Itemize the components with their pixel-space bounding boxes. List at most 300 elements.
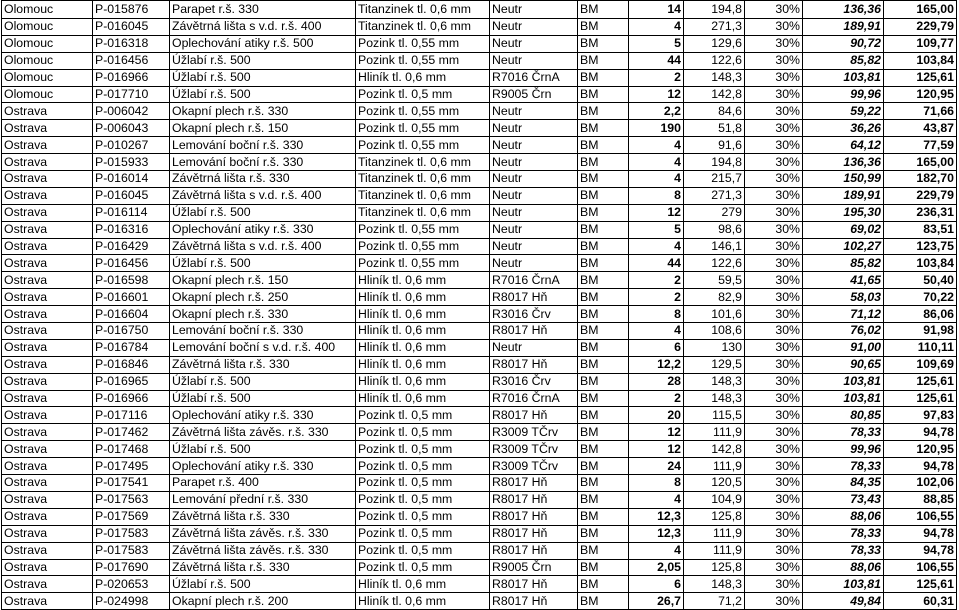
discount-cell: 30% [745,289,803,306]
table-row [2,137,957,154]
net-price-cell: 102,27 [803,238,884,255]
vat-price-cell: 86,06 [884,306,957,323]
branch-cell: Olomouc [2,52,93,69]
vat-price-cell: 106,55 [884,559,957,576]
net-price-cell: 71,12 [803,306,884,323]
vat-price-cell: 165,00 [884,1,957,19]
color-cell: R8017 Hň [490,542,578,559]
net-price-cell: 59,22 [803,103,884,120]
vat-price-cell: 77,59 [884,137,957,154]
description-cell: Úžlabí r.š. 500 [170,390,356,407]
net-price-cell: 78,33 [803,525,884,542]
description-cell: Úžlabí r.š. 500 [170,576,356,593]
unit-cell: BM [578,103,629,120]
material-cell: Pozink tl. 0,55 mm [356,238,490,255]
discount-cell: 30% [745,593,803,610]
color-cell: R8017 Hň [490,491,578,508]
unit-cell: BM [578,441,629,458]
description-cell: Úžlabí r.š. 500 [170,441,356,458]
discount-cell: 30% [745,559,803,576]
color-cell: R3016 Črv [490,306,578,323]
description-cell: Okapní plech r.š. 330 [170,103,356,120]
table-row [2,52,957,69]
description-cell: Úžlabí r.š. 500 [170,86,356,103]
material-cell: Pozink tl. 0,5 mm [356,475,490,492]
discount-cell: 30% [745,272,803,289]
vat-price-cell: 106,55 [884,508,957,525]
unit-cell: BM [578,221,629,238]
quantity-cell: 12,2 [629,356,684,373]
material-cell: Titanzinek tl. 0,6 mm [356,19,490,36]
base-price-cell: 59,5 [684,272,745,289]
discount-cell: 30% [745,373,803,390]
material-cell: Pozink tl. 0,5 mm [356,407,490,424]
net-price-cell: 76,02 [803,323,884,340]
vat-price-cell: 236,31 [884,204,957,221]
net-price-cell: 84,35 [803,475,884,492]
code-cell: P-016846 [93,356,170,373]
base-price-cell: 146,1 [684,238,745,255]
material-cell: Pozink tl. 0,5 mm [356,508,490,525]
code-cell: P-010267 [93,137,170,154]
table-row [2,272,957,289]
color-cell: R7016 ČrnA [490,390,578,407]
color-cell: R8017 Hň [490,289,578,306]
description-cell: Úžlabí r.š. 500 [170,52,356,69]
branch-cell: Ostrava [2,491,93,508]
quantity-cell: 14 [629,1,684,19]
table-row [2,255,957,272]
base-price-cell: 120,5 [684,475,745,492]
vat-price-cell: 125,61 [884,576,957,593]
description-cell: Parapet r.š. 330 [170,1,356,19]
color-cell: Neutr [490,204,578,221]
unit-cell: BM [578,306,629,323]
table-row [2,187,957,204]
code-cell: P-016429 [93,238,170,255]
base-price-cell: 84,6 [684,103,745,120]
net-price-cell: 103,81 [803,69,884,86]
code-cell: P-017541 [93,475,170,492]
quantity-cell: 6 [629,339,684,356]
code-cell: P-016045 [93,19,170,36]
description-cell: Okapní plech r.š. 150 [170,120,356,137]
unit-cell: BM [578,458,629,475]
material-cell: Hliník tl. 0,6 mm [356,373,490,390]
quantity-cell: 5 [629,221,684,238]
code-cell: P-016750 [93,323,170,340]
color-cell: R9005 Črn [490,86,578,103]
vat-price-cell: 120,95 [884,441,957,458]
description-cell: Závětrná lišta r.š. 330 [170,559,356,576]
description-cell: Parapet r.š. 400 [170,475,356,492]
unit-cell: BM [578,323,629,340]
color-cell: R3009 TČrv [490,458,578,475]
net-price-cell: 49,84 [803,593,884,610]
base-price-cell: 148,3 [684,576,745,593]
quantity-cell: 4 [629,491,684,508]
base-price-cell: 111,9 [684,458,745,475]
branch-cell: Ostrava [2,154,93,171]
vat-price-cell: 229,79 [884,187,957,204]
code-cell: P-016784 [93,339,170,356]
description-cell: Lemování boční r.š. 330 [170,323,356,340]
quantity-cell: 12 [629,441,684,458]
unit-cell: BM [578,35,629,52]
discount-cell: 30% [745,35,803,52]
branch-cell: Ostrava [2,306,93,323]
unit-cell: BM [578,187,629,204]
description-cell: Lemování boční s v.d. r.š. 400 [170,339,356,356]
unit-cell: BM [578,508,629,525]
description-cell: Závětrná lišta s v.d. r.š. 400 [170,238,356,255]
discount-cell: 30% [745,306,803,323]
table-row [2,542,957,559]
net-price-cell: 69,02 [803,221,884,238]
vat-price-cell: 88,85 [884,491,957,508]
color-cell: R9005 Črn [490,559,578,576]
code-cell: P-017495 [93,458,170,475]
material-cell: Hliník tl. 0,6 mm [356,289,490,306]
color-cell: Neutr [490,171,578,188]
description-cell: Závětrná lišta závěs. r.š. 330 [170,424,356,441]
base-price-cell: 125,8 [684,508,745,525]
branch-cell: Ostrava [2,390,93,407]
net-price-cell: 78,33 [803,542,884,559]
color-cell: R8017 Hň [490,576,578,593]
table-row [2,525,957,542]
material-cell: Hliník tl. 0,6 mm [356,339,490,356]
table-row [2,154,957,171]
quantity-cell: 12,3 [629,508,684,525]
code-cell: P-015876 [93,1,170,19]
material-cell: Pozink tl. 0,55 mm [356,137,490,154]
branch-cell: Olomouc [2,1,93,19]
unit-cell: BM [578,475,629,492]
code-cell: P-016045 [93,187,170,204]
color-cell: Neutr [490,221,578,238]
discount-cell: 30% [745,356,803,373]
branch-cell: Ostrava [2,255,93,272]
quantity-cell: 4 [629,137,684,154]
vat-price-cell: 71,66 [884,103,957,120]
discount-cell: 30% [745,508,803,525]
discount-cell: 30% [745,137,803,154]
table-row [2,19,957,36]
color-cell: Neutr [490,103,578,120]
quantity-cell: 6 [629,576,684,593]
vat-price-cell: 94,78 [884,458,957,475]
table-body [2,1,957,610]
base-price-cell: 271,3 [684,187,745,204]
color-cell: Neutr [490,52,578,69]
color-cell: R8017 Hň [490,525,578,542]
code-cell: P-006043 [93,120,170,137]
code-cell: P-017690 [93,559,170,576]
table-row [2,339,957,356]
code-cell: P-017462 [93,424,170,441]
unit-cell: BM [578,390,629,407]
discount-cell: 30% [745,323,803,340]
code-cell: P-016456 [93,52,170,69]
branch-cell: Ostrava [2,221,93,238]
branch-cell: Ostrava [2,576,93,593]
table-row [2,221,957,238]
material-cell: Titanzinek tl. 0,6 mm [356,187,490,204]
discount-cell: 30% [745,204,803,221]
base-price-cell: 111,9 [684,424,745,441]
base-price-cell: 148,3 [684,373,745,390]
base-price-cell: 111,9 [684,542,745,559]
discount-cell: 30% [745,424,803,441]
color-cell: R7016 ČrnA [490,69,578,86]
table-row [2,373,957,390]
unit-cell: BM [578,339,629,356]
branch-cell: Olomouc [2,19,93,36]
color-cell: Neutr [490,238,578,255]
unit-cell: BM [578,69,629,86]
vat-price-cell: 110,11 [884,339,957,356]
quantity-cell: 26,7 [629,593,684,610]
vat-price-cell: 91,98 [884,323,957,340]
code-cell: P-017569 [93,508,170,525]
branch-cell: Ostrava [2,356,93,373]
discount-cell: 30% [745,171,803,188]
table-row [2,475,957,492]
vat-price-cell: 94,78 [884,542,957,559]
description-cell: Oplechování atiky r.š. 330 [170,407,356,424]
branch-cell: Ostrava [2,542,93,559]
net-price-cell: 41,65 [803,272,884,289]
net-price-cell: 80,85 [803,407,884,424]
color-cell: R8017 Hň [490,323,578,340]
material-cell: Hliník tl. 0,6 mm [356,576,490,593]
net-price-cell: 85,82 [803,255,884,272]
discount-cell: 30% [745,221,803,238]
unit-cell: BM [578,120,629,137]
table-row [2,69,957,86]
code-cell: P-017710 [93,86,170,103]
description-cell: Oplechování atiky r.š. 330 [170,458,356,475]
color-cell: Neutr [490,339,578,356]
material-cell: Titanzinek tl. 0,6 mm [356,171,490,188]
discount-cell: 30% [745,525,803,542]
material-cell: Pozink tl. 0,55 mm [356,255,490,272]
vat-price-cell: 109,77 [884,35,957,52]
discount-cell: 30% [745,458,803,475]
description-cell: Úžlabí r.š. 500 [170,373,356,390]
table-row [2,1,957,19]
quantity-cell: 4 [629,19,684,36]
code-cell: P-015933 [93,154,170,171]
material-cell: Pozink tl. 0,5 mm [356,525,490,542]
material-cell: Titanzinek tl. 0,6 mm [356,1,490,19]
table-row [2,508,957,525]
table-row [2,390,957,407]
vat-price-cell: 70,22 [884,289,957,306]
unit-cell: BM [578,542,629,559]
discount-cell: 30% [745,475,803,492]
quantity-cell: 5 [629,35,684,52]
net-price-cell: 85,82 [803,52,884,69]
material-cell: Hliník tl. 0,6 mm [356,306,490,323]
base-price-cell: 122,6 [684,255,745,272]
base-price-cell: 194,8 [684,154,745,171]
quantity-cell: 2,05 [629,559,684,576]
material-cell: Pozink tl. 0,5 mm [356,86,490,103]
color-cell: R8017 Hň [490,356,578,373]
color-cell: Neutr [490,154,578,171]
branch-cell: Ostrava [2,137,93,154]
vat-price-cell: 125,61 [884,390,957,407]
description-cell: Úžlabí r.š. 500 [170,255,356,272]
net-price-cell: 36,26 [803,120,884,137]
description-cell: Závětrná lišta závěs. r.š. 330 [170,525,356,542]
branch-cell: Ostrava [2,272,93,289]
vat-price-cell: 182,70 [884,171,957,188]
discount-cell: 30% [745,255,803,272]
table-row [2,35,957,52]
unit-cell: BM [578,356,629,373]
unit-cell: BM [578,373,629,390]
branch-cell: Ostrava [2,187,93,204]
discount-cell: 30% [745,103,803,120]
discount-cell: 30% [745,19,803,36]
material-cell: Pozink tl. 0,5 mm [356,458,490,475]
color-cell: Neutr [490,137,578,154]
discount-cell: 30% [745,576,803,593]
material-cell: Titanzinek tl. 0,6 mm [356,204,490,221]
base-price-cell: 125,8 [684,559,745,576]
quantity-cell: 2 [629,390,684,407]
color-cell: R3009 TČrv [490,424,578,441]
color-cell: Neutr [490,19,578,36]
quantity-cell: 4 [629,154,684,171]
color-cell: R8017 Hň [490,593,578,610]
description-cell: Okapní plech r.š. 200 [170,593,356,610]
net-price-cell: 90,72 [803,35,884,52]
material-cell: Hliník tl. 0,6 mm [356,272,490,289]
material-cell: Pozink tl. 0,55 mm [356,103,490,120]
branch-cell: Ostrava [2,525,93,542]
description-cell: Okapní plech r.š. 250 [170,289,356,306]
net-price-cell: 150,99 [803,171,884,188]
material-cell: Pozink tl. 0,55 mm [356,35,490,52]
unit-cell: BM [578,289,629,306]
discount-cell: 30% [745,52,803,69]
code-cell: P-020653 [93,576,170,593]
unit-cell: BM [578,525,629,542]
net-price-cell: 136,36 [803,154,884,171]
table-row [2,238,957,255]
quantity-cell: 12 [629,86,684,103]
base-price-cell: 279 [684,204,745,221]
table-row [2,289,957,306]
material-cell: Hliník tl. 0,6 mm [356,390,490,407]
color-cell: Neutr [490,187,578,204]
table-row [2,491,957,508]
vat-price-cell: 94,78 [884,424,957,441]
discount-cell: 30% [745,542,803,559]
description-cell: Závětrná lišta s v.d. r.š. 400 [170,19,356,36]
branch-cell: Ostrava [2,424,93,441]
base-price-cell: 194,8 [684,1,745,19]
table-row [2,593,957,610]
quantity-cell: 8 [629,475,684,492]
quantity-cell: 20 [629,407,684,424]
base-price-cell: 271,3 [684,19,745,36]
code-cell: P-016114 [93,204,170,221]
quantity-cell: 12,3 [629,525,684,542]
branch-cell: Ostrava [2,339,93,356]
branch-cell: Ostrava [2,475,93,492]
unit-cell: BM [578,86,629,103]
unit-cell: BM [578,491,629,508]
description-cell: Lemování boční r.š. 330 [170,137,356,154]
net-price-cell: 90,65 [803,356,884,373]
net-price-cell: 64,12 [803,137,884,154]
description-cell: Lemování boční r.š. 330 [170,154,356,171]
table-row [2,441,957,458]
quantity-cell: 44 [629,52,684,69]
code-cell: P-017583 [93,542,170,559]
color-cell: R8017 Hň [490,475,578,492]
discount-cell: 30% [745,441,803,458]
quantity-cell: 2,2 [629,103,684,120]
code-cell: P-016014 [93,171,170,188]
quantity-cell: 2 [629,69,684,86]
code-cell: P-017563 [93,491,170,508]
base-price-cell: 148,3 [684,69,745,86]
table-row [2,576,957,593]
material-cell: Pozink tl. 0,5 mm [356,559,490,576]
code-cell: P-016604 [93,306,170,323]
material-cell: Hliník tl. 0,6 mm [356,323,490,340]
net-price-cell: 136,36 [803,1,884,19]
quantity-cell: 8 [629,306,684,323]
branch-cell: Ostrava [2,559,93,576]
table-row [2,171,957,188]
discount-cell: 30% [745,187,803,204]
vat-price-cell: 109,69 [884,356,957,373]
base-price-cell: 115,5 [684,407,745,424]
description-cell: Lemování přední r.š. 330 [170,491,356,508]
vat-price-cell: 60,31 [884,593,957,610]
vat-price-cell: 43,87 [884,120,957,137]
table-row [2,103,957,120]
quantity-cell: 4 [629,238,684,255]
base-price-cell: 142,8 [684,86,745,103]
branch-cell: Ostrava [2,593,93,610]
table-row [2,306,957,323]
table-row [2,323,957,340]
description-cell: Závětrná lišta r.š. 330 [170,356,356,373]
net-price-cell: 103,81 [803,390,884,407]
description-cell: Oplechování atiky r.š. 330 [170,221,356,238]
table-row [2,86,957,103]
discount-cell: 30% [745,407,803,424]
quantity-cell: 28 [629,373,684,390]
quantity-cell: 24 [629,458,684,475]
unit-cell: BM [578,255,629,272]
quantity-cell: 4 [629,542,684,559]
net-price-cell: 58,03 [803,289,884,306]
net-price-cell: 88,06 [803,559,884,576]
material-cell: Hliník tl. 0,6 mm [356,356,490,373]
code-cell: P-016598 [93,272,170,289]
vat-price-cell: 83,51 [884,221,957,238]
code-cell: P-017583 [93,525,170,542]
